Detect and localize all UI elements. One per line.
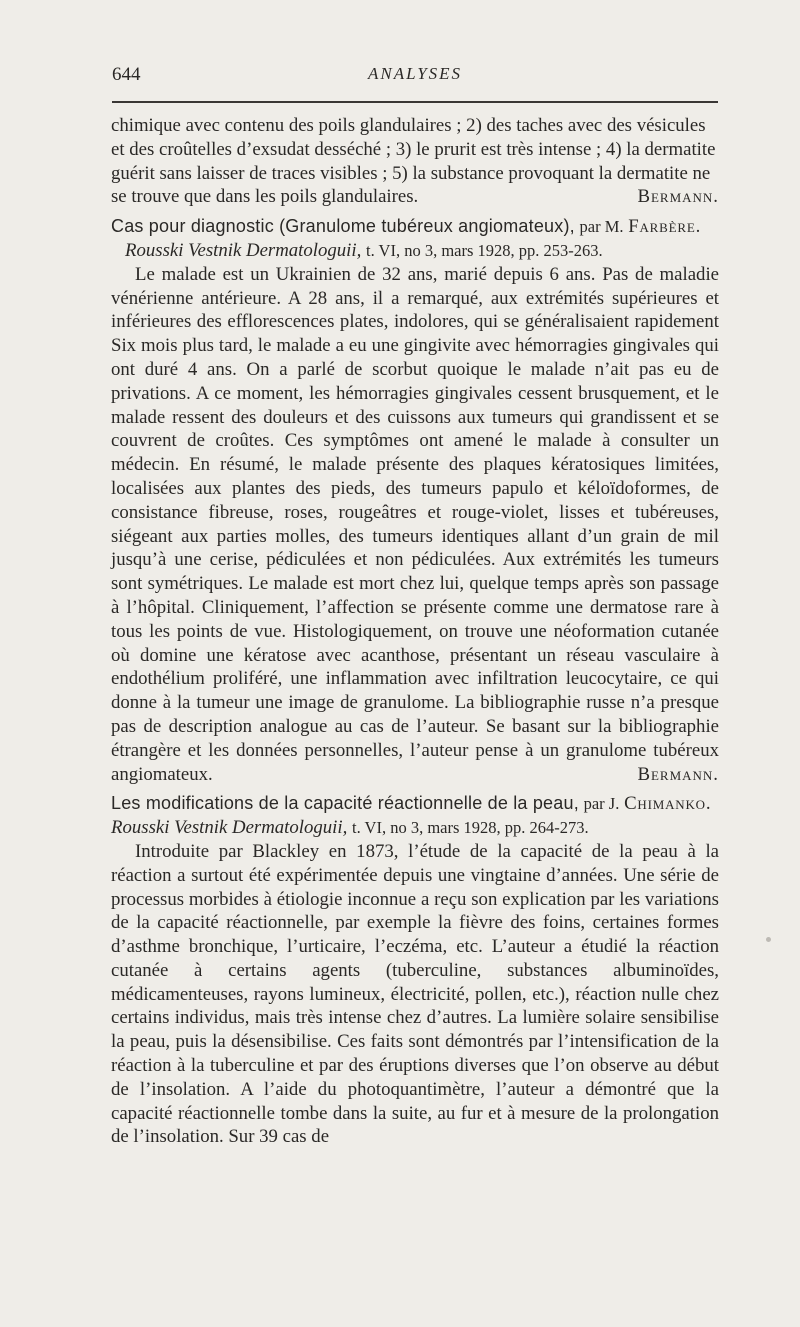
article2-body: Introduite par Blackley en 1873, l’étude de la capacité de la peau à la réaction a surtout été expérimentée depuis une vingtaine d’années. Une série de processus morbides à étiologie inconnue a reçu son explication par les variations de la capacité réactionnelle, par exemple la fièvre des foins, certaines formes d’asthme bronchique, l’urticaire, l’eczéma, etc. L’auteur a étudié la réaction cutanée à certains agents (tuberculine, substances albuminoïdes, médicamenteuses, rayons lumineux, électricité, pollen, etc.), réaction nulle chez certains individus, mais très intense chez d’autres. La lumière solaire sensibilise la peau, puis la désensibilise. Ces faits sont démontrés par l’intensification de la réaction à la tuberculine et par des éruptions diverses que l’on observe au début de l’insolation. A l’aide du photoquantimètre, l’auteur a démontré que la capacité réactionnelle tombe dans la suite, au fur et à mesure de la prolongation de l’insolation. Sur 39 cas de	[111, 840, 719, 1148]
header-rule	[112, 101, 718, 103]
article2-reference: t. VI, no 3, mars 1928, pp. 264-273.	[352, 818, 589, 838]
article2-title: Les modifications de la capacité réactionnelle de la peau,	[111, 793, 579, 814]
page-body	[111, 114, 719, 1149]
article1-body: Le malade est un Ukrainien de 32 ans, marié depuis 6 ans. Pas de maladie vénérienne antérieure. A 28 ans, il a remarqué, aux extrémités supérieures et inférieures des efflorescences plates, indolores, qui se généralisaient rapidement Six mois plus tard, le malade a eu une gingivite avec hémorragies gingivales qui ont duré 4 ans. On a parlé de scorbut quoique le malade n’ait pas eu de privations. A ce moment, les hémorragies gingivales cessent brusquement, et le malade ressent des douleurs et des cuissons aux tumeurs qui grandissent et se couvrent de croûtes. Ces symptômes ont amené le malade à consulter un médecin. En résumé, le malade présente des plaques kératosiques limitées, localisées aux plantes des pieds, des tumeurs papulo et kéloïdoformes, de consistance fibreuse, roses, rougeâtres et rouge-violet, lisses et tubéreuses, siégeant aux parties molles, des tumeurs identiques allant d’un grain de mil jusqu’à une cerise, pédiculées et non pédiculées. Aux extrémités les tumeurs sont symétriques. Le malade est mort chez lui, quelque temps après son passage à l’hôpital. Cliniquement, l’affection se présente comme une dermatose rare à tous les points de vue. Histologiquement, on trouve une néoformation cutanée où domine une kératose avec acanthose, présentant un réseau vasculaire à endothélium proliféré, une inflammation avec infiltration leucocytaire, ce qui donne à la tumeur une image de granulome. La bibliographie russe n’a presque pas de description analogue au cas de l’auteur. Se basant sur la bibliographie étrangère et les données personnelles, l’auteur pense à un granulome tubéreux angiomateux.	[111, 263, 719, 785]
article2-par: par J.	[583, 794, 620, 814]
article1-title: Cas pour diagnostic (Granulome tubéreux angiomateux),	[111, 216, 575, 237]
article1-author: Farbère.	[628, 216, 702, 238]
article2-journal: Rousski Vestnik Dermatologuii,	[111, 817, 348, 839]
page-header	[112, 64, 718, 88]
article1-signature: Bermann.	[637, 763, 719, 785]
article1-reference: t. VI, no 3, mars 1928, pp. 253-263.	[366, 240, 603, 260]
article2-heading	[111, 792, 719, 840]
prev-article-text: chimique avec contenu des poils glandulaires ; 2) des taches avec des vésicules et des croûtelles d’exsudat desséché ; 3) le prurit est très intense ; 4) la dermatite guérit sans laisser de traces visibles ; 5) la substance provoquant la dermatite ne se trouve que dans les poils glandulaires.	[111, 115, 716, 208]
prev-article-signature: Bermann.	[637, 186, 719, 208]
margin-mark	[766, 937, 771, 942]
article2-author: Chimanko.	[624, 793, 712, 815]
article1-par: par M.	[579, 217, 624, 237]
running-title: ANALYSES	[367, 64, 463, 83]
article1-heading	[111, 215, 719, 263]
article1-journal: Rousski Vestnik Dermatologuii,	[125, 239, 362, 261]
page-number: 644	[112, 64, 141, 85]
